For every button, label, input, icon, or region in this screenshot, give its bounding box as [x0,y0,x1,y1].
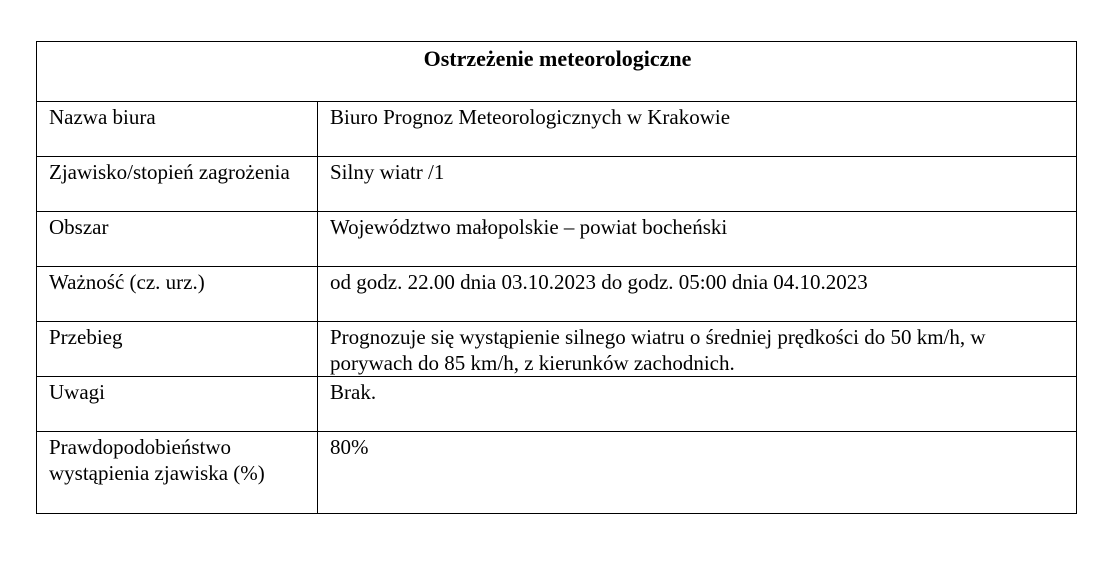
row-value-course: Prognozuje się wystąpienie silnego wiatru o średniej prędkości do 50 km/h, w porywach do 85 km/h, z kierunków zachodnich. [318,322,1077,377]
row-label-remarks: Uwagi [37,377,318,432]
row-label-course: Przebieg [37,322,318,377]
row-label-office: Nazwa biura [37,102,318,157]
row-label-area: Obszar [37,212,318,267]
table-row [37,377,1077,432]
document-title: Ostrzeżenie meteorologiczne [37,42,1077,102]
title-row [37,42,1077,102]
row-value-area: Województwo małopolskie – powiat bocheński [318,212,1077,267]
table-row [37,267,1077,322]
table-row [37,212,1077,267]
table-row [37,432,1077,514]
row-value-validity: od godz. 22.00 dnia 03.10.2023 do godz. 05:00 dnia 04.10.2023 [318,267,1077,322]
table-row [37,157,1077,212]
row-label-validity: Ważność (cz. urz.) [37,267,318,322]
row-value-remarks: Brak. [318,377,1077,432]
row-value-phenomenon: Silny wiatr /1 [318,157,1077,212]
table-row [37,322,1077,377]
row-value-office: Biuro Prognoz Meteorologicznych w Krakowie [318,102,1077,157]
row-label-probability: Prawdopodobieństwo wystąpienia zjawiska (%) [37,432,318,514]
row-value-probability: 80% [318,432,1077,514]
warning-table [36,41,1077,514]
table-row [37,102,1077,157]
row-label-phenomenon: Zjawisko/stopień zagrożenia [37,157,318,212]
